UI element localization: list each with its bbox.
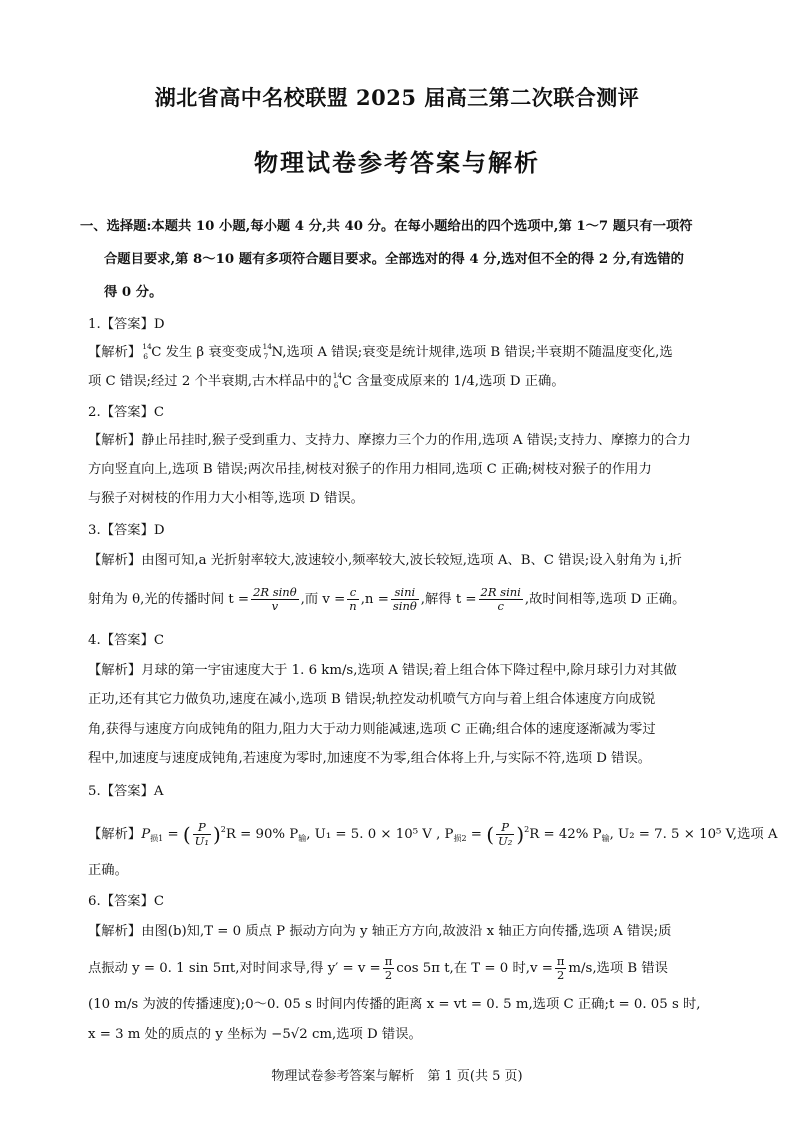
fraction: $\frac{\text{2R sinθ}}{v}$ (253, 585, 297, 613)
analysis-label: 【解析】 (88, 663, 142, 678)
q5-analysis-line-1: 【解析】$P_{损1}$ = ( $\frac{P}{\text{U₁}}$ )$^2$R = 90% $P_输$, U₁ = 5. 0 × 10⁵ V , $P_{损2}$ = ( $\frac{P}{\text{U₂}}$ )$^2$R = 42% $P_输$, U₂ = 7. 5 × 10⁵ V,选项 A (88, 820, 778, 848)
q3-analysis-line-1: 【解析】由图可知,a 光折射率较大,波速较小,频率较大,波长较短,选项 A、B、C 错误;设入射角为 i,折 (88, 553, 682, 568)
fraction: $\frac{\pi}{2}$ (384, 954, 393, 982)
question-number: 1. (88, 317, 101, 332)
q6-answer: 6.【答案】C (88, 894, 165, 909)
fraction: $\frac{P}{\text{U₁}}$ (194, 820, 209, 848)
q2-answer: 2.【答案】C (88, 405, 165, 420)
q1-analysis-line-2: 项 C 错误;经过 2 个半衰期,古木样品中的 14 6 C 含量变成原来的 1/4,选项 D 正确。 (88, 370, 565, 390)
answer-value: D (153, 317, 165, 332)
analysis-label: 【解析】 (88, 924, 142, 939)
q6-analysis-line-1: 【解析】由图(b)知,T = 0 质点 P 振动方向为 y 轴正方方向,故波沿 x 轴正方向传播,选项 A 错误;质 (88, 924, 672, 939)
q4-analysis-line-4: 程中,加速度与速度成钝角,若速度为零时,加速度不为零,组合体将上升,与实际不符,选项 D 错误。 (88, 751, 652, 766)
q4-answer: 4.【答案】C (88, 633, 165, 648)
fraction: $\frac{\text{2R sini}}{c}$ (480, 585, 521, 613)
q4-analysis-line-1: 【解析】月球的第一宇宙速度大于 1. 6 km/s,选项 A 错误;着上组合体下降过程中,除月球引力对其做 (88, 663, 677, 678)
section-intro-line-1: 一、选择题:本题共 10 小题,每小题 4 分,共 40 分。在每小题给出的四个选项中,第 1～7 题只有一项符 (80, 219, 693, 234)
q6-analysis-line-3: (10 m/s 为波的传播速度);0～0. 05 s 时间内传播的距离 x = vt = 0. 5 m,选项 C 正确;t = 0. 05 s 时, (88, 997, 701, 1012)
q3-answer: 3.【答案】D (88, 523, 165, 538)
q5-answer: 5.【答案】A (88, 784, 164, 799)
page-footer: 物理试卷参考答案与解析 第 1 页(共 5 页) (271, 1069, 523, 1084)
analysis-label: 【解析】 (88, 345, 142, 360)
isotope-n14: 14 7 (262, 341, 273, 361)
q5-analysis-line-2: 正确。 (88, 863, 128, 878)
section-intro-line-2: 合题目要求,第 8～10 题有多项符合题目要求。全部选对的得 4 分,选对但不全的得 2 分,有选错的 (104, 252, 684, 267)
q2-analysis-line-3: 与猴子对树枝的作用力大小相等,选项 D 错误。 (88, 491, 364, 506)
page-title: 湖北省高中名校联盟 2025 届高三第二次联合测评 (154, 85, 640, 110)
analysis-label: 【解析】 (88, 433, 142, 448)
answer-label: 【答案】 (100, 317, 154, 332)
analysis-label: 【解析】 (88, 827, 142, 842)
section-intro-line-3: 得 0 分。 (104, 285, 163, 300)
q4-analysis-line-2: 正功,还有其它力做负功,速度在减小,选项 B 错误;轨控发动机喷气方向与着上组合体速度方向成锐 (88, 692, 656, 707)
q1-analysis-line-1: 【解析】 14 6 C 发生 β 衰变变成 14 7 N,选项 A 错误;衰变是统计规律,选项 B 错误;半衰期不随温度变化,选 (88, 341, 673, 361)
page-subtitle: 物理试卷参考答案与解析 (254, 148, 540, 177)
q2-analysis-line-1: 【解析】静止吊挂时,猴子受到重力、支持力、摩擦力三个力的作用,选项 A 错误;支持力、摩擦力的合力 (88, 433, 691, 448)
analysis-label: 【解析】 (88, 553, 142, 568)
fraction: $\frac{P}{\text{U₂}}$ (498, 820, 513, 848)
q4-analysis-line-3: 角,获得与速度方向成钝角的阻力,阻力大于动力则能减速,选项 C 正确;组合体的速度逐渐减为零过 (88, 722, 656, 737)
q1-answer (88, 316, 165, 334)
isotope-c14: 14 6 (142, 341, 152, 361)
q2-analysis-line-2: 方向竖直向上,选项 B 错误;两次吊挂,树枝对猴子的作用力相同,选项 C 正确;树枝对猴子的作用力 (88, 462, 652, 477)
fraction: $\frac{\pi}{2}$ (556, 954, 565, 982)
q3-analysis-line-2: 射角为 θ,光的传播时间 t = $\frac{\text{2R sinθ}}{v}$ ,而 v = $\frac{c}{n}$ ,n = $\frac{\sin i}{\sin\theta}$ ,解得 t = $\frac{\text{2R sini}}{c}$ ,故时间相等,选项 D 正确。 (88, 585, 686, 613)
q6-analysis-line-4: x = 3 m 处的质点的 y 坐标为 −5√2 cm,选项 D 错误。 (88, 1027, 422, 1042)
isotope-c14: 14 6 (332, 370, 343, 390)
q6-analysis-line-2: 点振动 y = 0. 1 sin 5πt,对时间求导,得 y′ = v = $\frac{\pi}{2}$ cos 5π t,在 T = 0 时,v = $\frac{\pi}{2}$ m/s,选项 B 错误 (88, 954, 668, 982)
fraction: $\frac{c}{n}$ (349, 585, 357, 613)
fraction: $\frac{\sin i}{\sin\theta}$ (392, 585, 417, 613)
